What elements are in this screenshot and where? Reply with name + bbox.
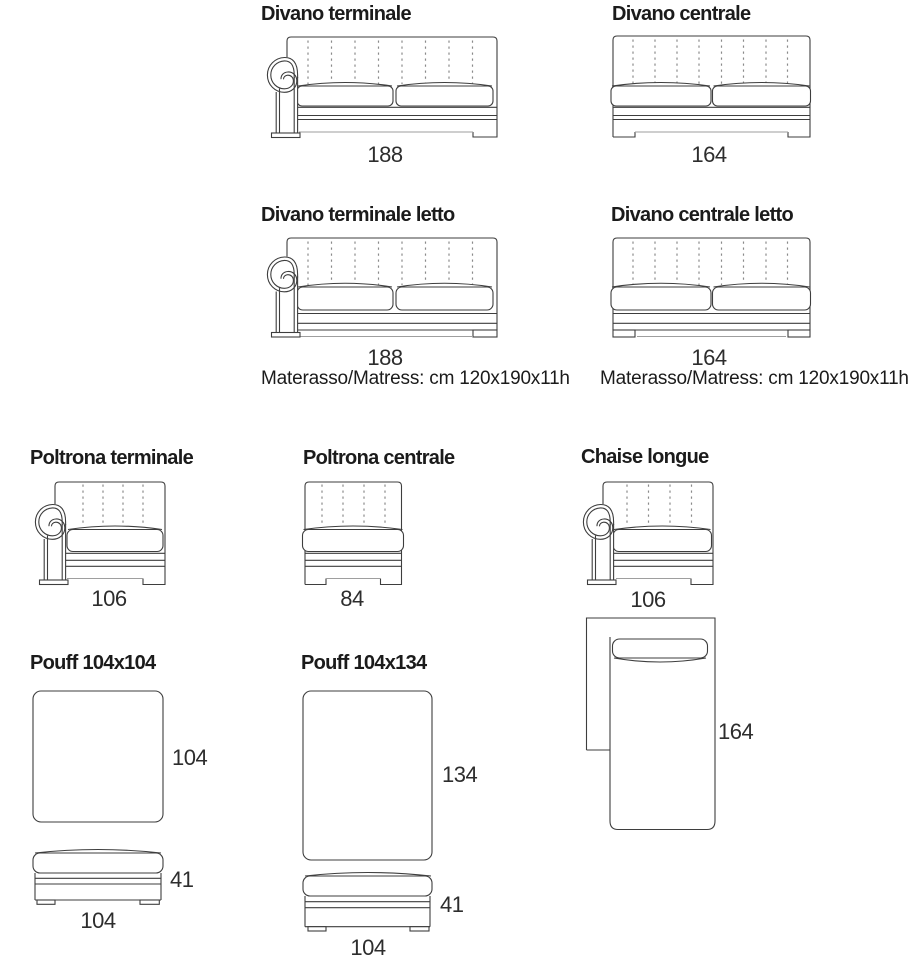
divano-centrale-letto-width-label: 164: [691, 345, 727, 370]
pouff-104x134-height-label: 41: [440, 892, 464, 917]
poltrona-centrale-title: Poltrona centrale: [303, 447, 455, 469]
chaise-longue-front-drawing: [579, 482, 713, 585]
pouff-104x104-width-label: 104: [80, 908, 116, 933]
divano-terminale-title: Divano terminale: [261, 3, 411, 25]
pouff-104x134-title: Pouff 104x134: [301, 652, 427, 674]
divano-terminale-letto-drawing: [263, 238, 497, 337]
pouff-104x104-title: Pouff 104x104: [30, 652, 156, 674]
divano-centrale-title: Divano centrale: [612, 3, 751, 25]
divano-centrale-letto-mattress-note: Materasso/Matress: cm 120x190x11h: [600, 368, 909, 389]
pouff-104x134-depth-label: 134: [442, 762, 478, 787]
pouff-104x104-depth-label: 104: [172, 745, 208, 770]
divano-terminale-drawing: [263, 37, 497, 138]
poltrona-centrale-drawing: [303, 482, 404, 585]
divano-centrale-drawing: [611, 36, 811, 137]
pouff-104x134-width-label: 104: [350, 935, 386, 960]
divano-terminale-letto-title: Divano terminale letto: [261, 204, 455, 226]
chaise-longue-top-drawing: [587, 618, 716, 830]
divano-centrale-width-label: 164: [691, 142, 727, 167]
poltrona-terminale-width-label: 106: [91, 586, 127, 611]
chaise-longue-width-label: 106: [630, 587, 666, 612]
pouff-104x134-drawing: [303, 691, 432, 931]
poltrona-terminale-drawing: [31, 482, 165, 585]
divano-terminale-letto-mattress-note: Materasso/Matress: cm 120x190x11h: [261, 368, 570, 389]
poltrona-terminale-title: Poltrona terminale: [30, 447, 193, 469]
divano-centrale-letto-drawing: [611, 238, 811, 337]
divano-terminale-width-label: 188: [367, 142, 403, 167]
poltrona-centrale-width-label: 84: [340, 586, 364, 611]
divano-centrale-letto-title: Divano centrale letto: [611, 204, 794, 226]
chaise-longue-title: Chaise longue: [581, 446, 709, 468]
chaise-longue-depth-label: 164: [718, 719, 754, 744]
pouff-104x104-height-label: 41: [170, 867, 194, 892]
divano-terminale-letto-width-label: 188: [367, 345, 403, 370]
pouff-104x104-drawing: [33, 691, 163, 904]
